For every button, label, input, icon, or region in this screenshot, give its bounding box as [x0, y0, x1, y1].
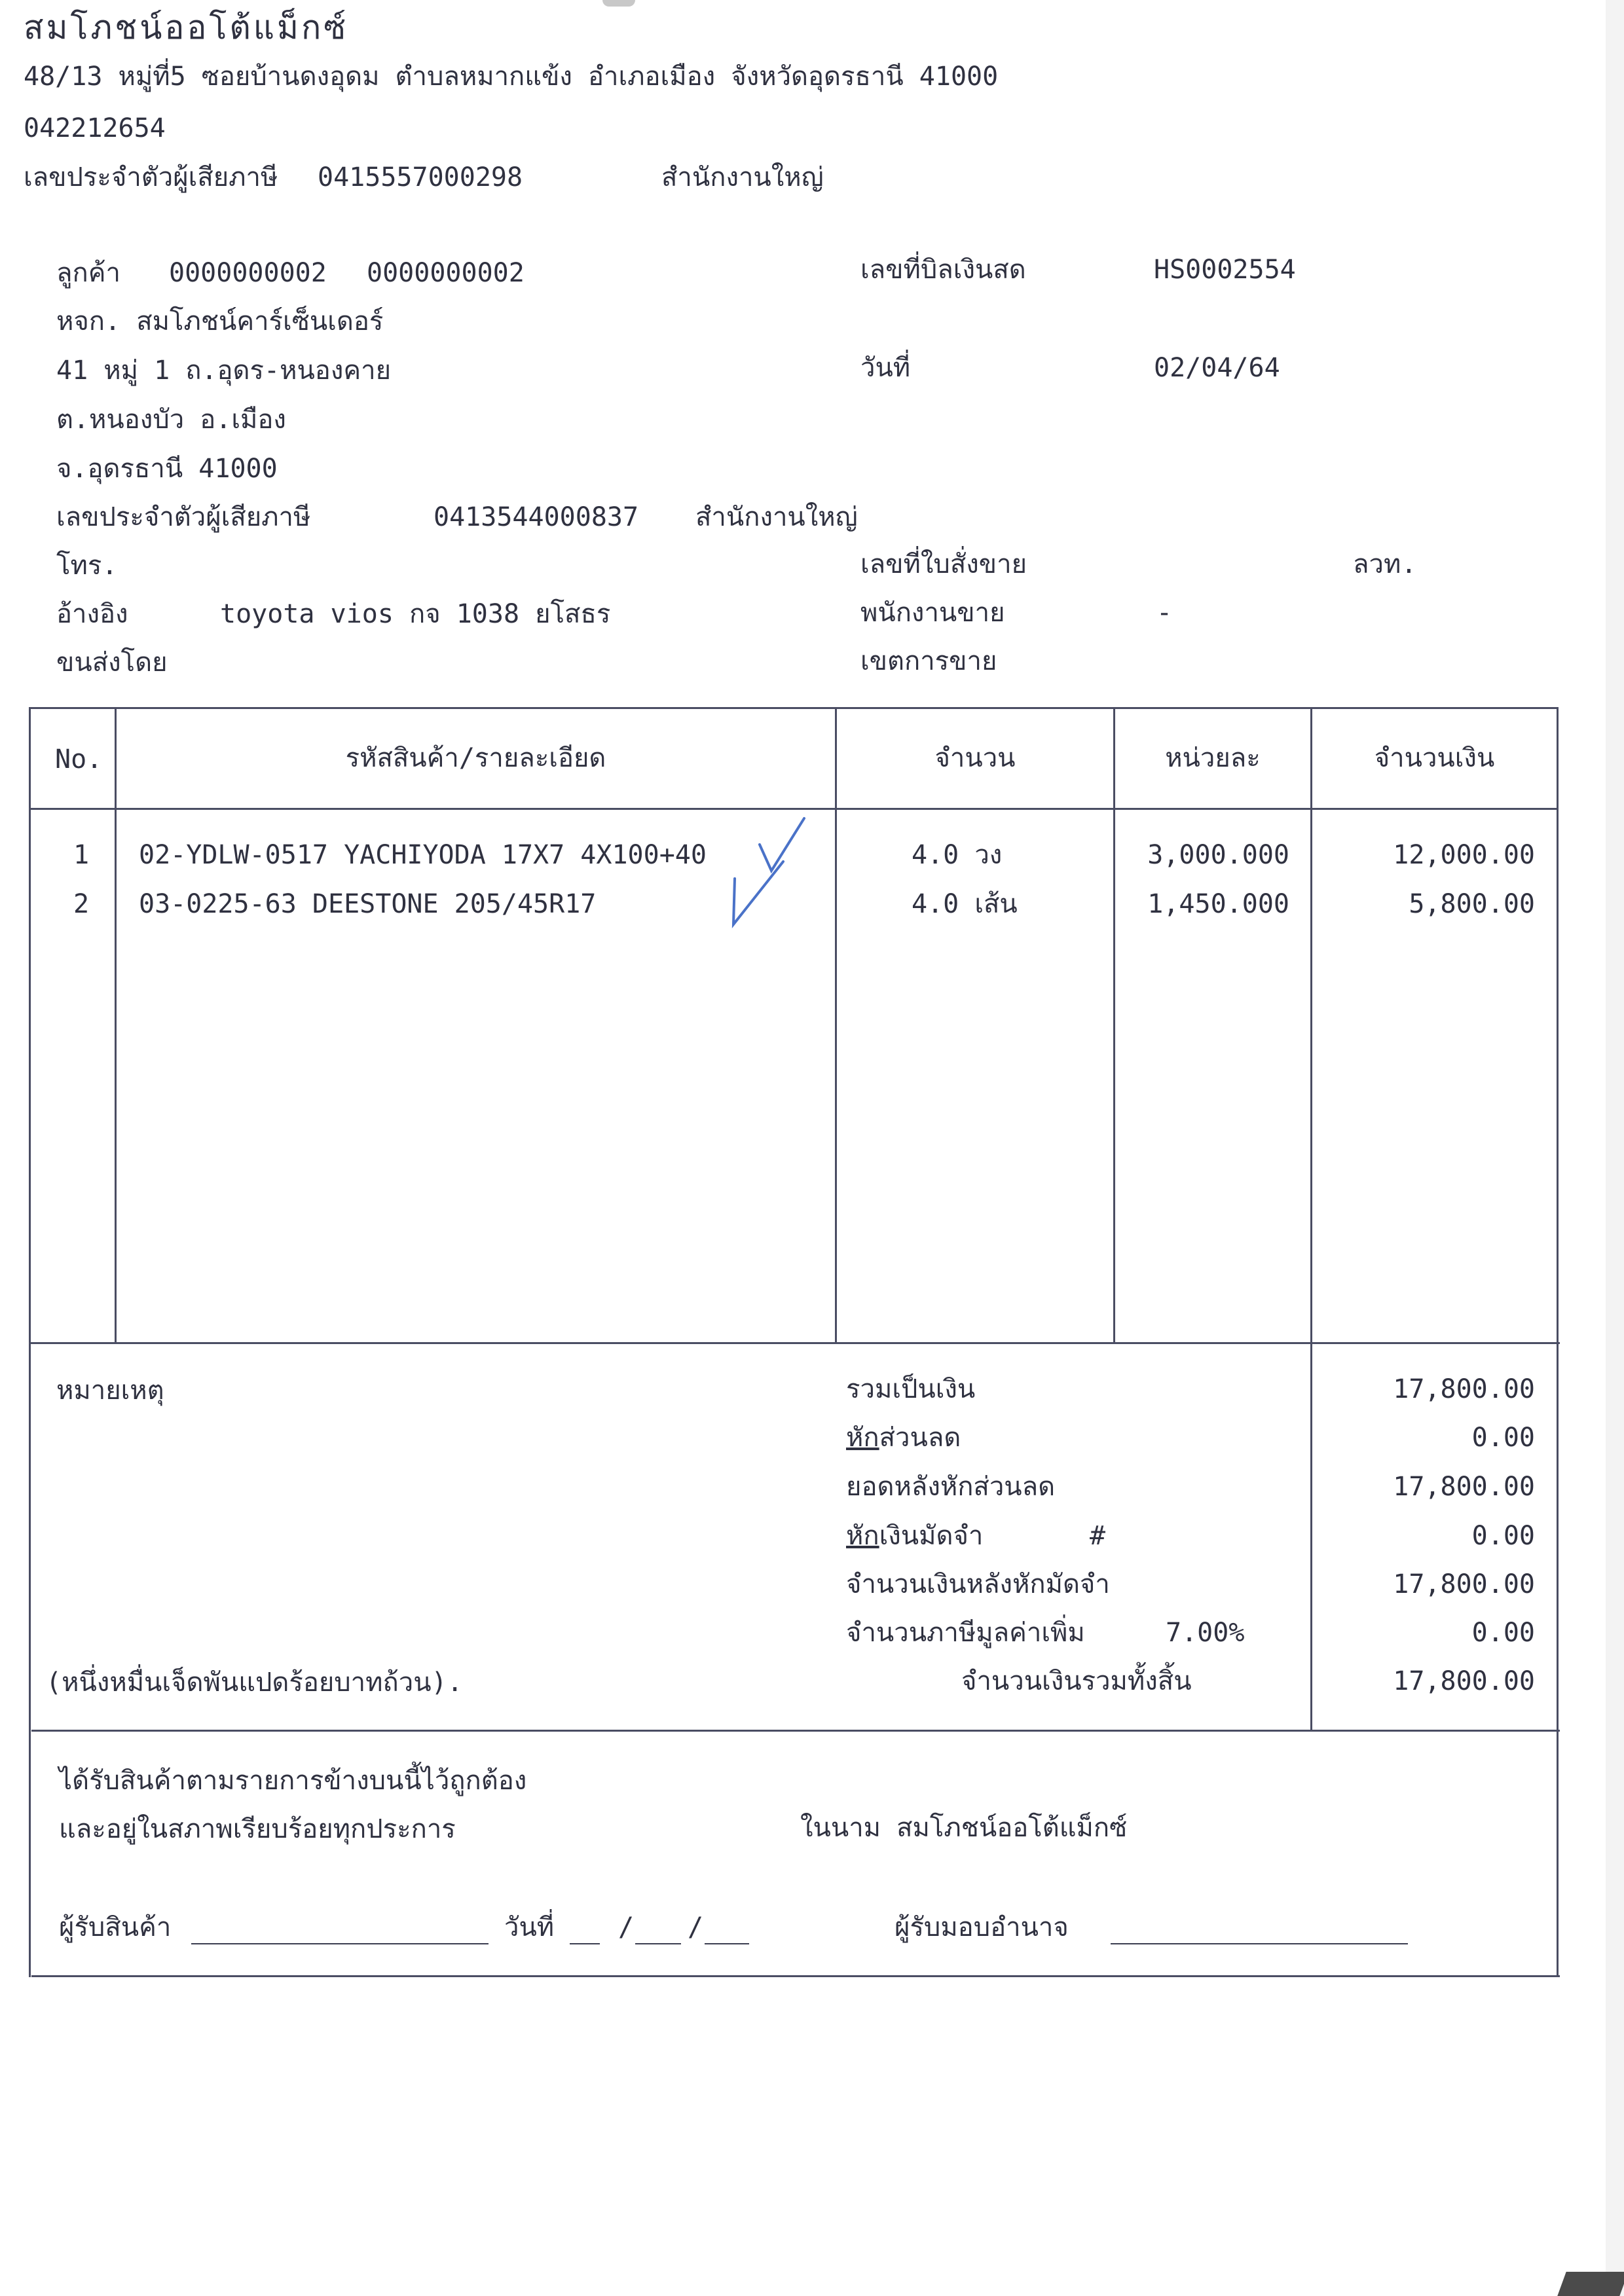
- after-deposit-label: จำนวนเงินหลังหักมัดจำ: [846, 1569, 1110, 1599]
- col-header-amount: จำนวนเงิน: [1374, 743, 1495, 773]
- seller-tax-label: เลขประจำตัวผู้เสียภาษี: [24, 162, 278, 192]
- col-header-no: No.: [55, 744, 103, 774]
- customer-name: หจก. สมโภชน์คาร์เซ็นเดอร์: [56, 306, 384, 337]
- on-behalf-of: ในนาม สมโภชน์ออโต้แม็กซ์: [800, 1813, 1128, 1843]
- grand-total-label: จำนวนเงินรวมทั้งสิ้น: [961, 1666, 1192, 1696]
- after-discount-label: ยอดหลังหักส่วนลด: [846, 1472, 1056, 1502]
- row-2-description: 03-0225-63 DEESTONE 205/45R17: [139, 889, 597, 919]
- salesperson-label: พนักงานขาย: [860, 598, 1005, 628]
- customer-tax-label: เลขประจำตัวผู้เสียภาษี: [56, 502, 311, 532]
- shipping-label: ขนส่งโดย: [56, 647, 168, 678]
- discount-label: [846, 1422, 961, 1453]
- row-2-quantity: 4.0 เส้น: [912, 889, 1018, 919]
- col-header-quantity: จำนวน: [934, 743, 1016, 773]
- customer-address-2: ต.หนองบัว อ.เมือง: [56, 405, 286, 435]
- authorized-label: ผู้รับมอบอำนาจ: [895, 1912, 1069, 1942]
- sales-order-label: เลขที่ใบสั่งขาย: [860, 549, 1027, 579]
- col-divider-no: [115, 707, 117, 1343]
- customer-address-3: จ.อุดรธานี 41000: [56, 454, 278, 484]
- outer-left-border: [29, 707, 31, 1977]
- deposit-label: [846, 1520, 983, 1552]
- seller-name: สมโภชน์ออโต้แม็กซ์: [24, 9, 349, 46]
- deposit-mark: #: [1090, 1521, 1106, 1551]
- vat-rate: 7.00%: [1166, 1618, 1245, 1648]
- seller-branch: สำนักงานใหญ่: [661, 162, 824, 192]
- col-header-description: รหัสสินค้า/รายละเอียด: [345, 743, 606, 773]
- outer-right-border: [1557, 707, 1559, 1977]
- receive-date-year-line: [705, 1943, 749, 1944]
- sales-order-value: ลวท.: [1353, 549, 1417, 579]
- after-discount-value: 17,800.00: [1393, 1472, 1535, 1502]
- footer-bottom-border: [31, 1975, 1560, 1977]
- receive-date-month-line: [635, 1943, 681, 1944]
- customer-phone-label: โทร.: [56, 551, 118, 581]
- vat-value: 0.00: [1471, 1618, 1535, 1648]
- deposit-value: 0.00: [1471, 1521, 1535, 1551]
- receiver-label: ผู้รับสินค้า: [59, 1912, 172, 1942]
- reference-value: toyota vios กจ 1038 ยโสธร: [220, 599, 611, 629]
- deposit-prefix: หัก: [846, 1521, 879, 1551]
- after-deposit-value: 17,800.00: [1393, 1569, 1535, 1599]
- date-value: 02/04/64: [1154, 353, 1280, 383]
- sales-area-label: เขตการขาย: [860, 646, 997, 676]
- amount-in-words: (หนึ่งหมื่นเจ็ดพันแปดร้อยบาทถ้วน).: [46, 1667, 463, 1698]
- grand-total-value: 17,800.00: [1393, 1666, 1535, 1696]
- subtotal-value: 17,800.00: [1393, 1374, 1535, 1404]
- bill-number: HS0002554: [1154, 255, 1296, 285]
- col-divider-qty: [1113, 707, 1115, 1343]
- salesperson-value: -: [1156, 598, 1173, 628]
- scan-edge-shadow: [1606, 0, 1624, 2296]
- discount-value: 0.00: [1471, 1423, 1535, 1453]
- scan-corner-shadow: [1557, 2272, 1624, 2296]
- row-2-no: 2: [73, 889, 90, 919]
- customer-address-1: 41 หมู่ 1 ถ.อุดร-หนองคาย: [56, 355, 392, 386]
- row-1-unit-price: 3,000.000: [1147, 840, 1289, 870]
- customer-code-2: 0000000002: [367, 258, 525, 288]
- row-1-no: 1: [73, 840, 90, 870]
- seller-tax-id: 0415557000298: [318, 162, 523, 192]
- date-label: วันที่: [860, 353, 911, 383]
- receive-date-label: วันที่: [504, 1912, 555, 1942]
- reference-label: อ้างอิง: [56, 599, 128, 629]
- customer-branch: สำนักงานใหญ่: [695, 502, 858, 532]
- date-slash-1-icon: /: [618, 1912, 635, 1942]
- row-2-amount: 5,800.00: [1409, 889, 1535, 919]
- discount-prefix: หัก: [846, 1423, 879, 1453]
- summary-bottom-border: [31, 1730, 1560, 1732]
- date-slash-2-icon: /: [688, 1912, 704, 1942]
- customer-label: ลูกค้า: [56, 258, 120, 288]
- scan-mark: [602, 0, 635, 7]
- received-statement-2: และอยู่ในสภาพเรียบร้อยทุกประการ: [59, 1814, 456, 1844]
- deposit-label-text: เงินมัดจำ: [879, 1521, 984, 1551]
- col-header-unit-price: หน่วยละ: [1165, 743, 1261, 773]
- bill-number-label: เลขที่บิลเงินสด: [860, 255, 1026, 285]
- subtotal-label: รวมเป็นเงิน: [846, 1374, 976, 1404]
- customer-tax-id: 0413544000837: [434, 502, 639, 532]
- discount-label-text: ส่วนลด: [879, 1423, 961, 1453]
- row-1-quantity: 4.0 วง: [912, 840, 1003, 870]
- table-top-border: [29, 707, 1559, 709]
- seller-phone: 042212654: [24, 113, 166, 143]
- checkmark-icon: [720, 805, 819, 936]
- seller-address: 48/13 หมู่ที่5 ซอยบ้านดงอุดม ตำบลหมากแข้ง อำเภอเมือง จังหวัดอุดรธานี 41000: [24, 62, 999, 92]
- authorized-signature-line: [1111, 1943, 1408, 1944]
- receiver-signature-line: [191, 1943, 489, 1944]
- table-bottom-border: [30, 1342, 1560, 1344]
- received-statement-1: ได้รับสินค้าตามรายการข้างบนนี้ไว้ถูกต้อง: [59, 1766, 527, 1796]
- row-1-description: 02-YDLW-0517 YACHIYODA 17X7 4X100+40: [139, 840, 707, 870]
- remark-label: หมายเหตุ: [56, 1376, 164, 1406]
- receive-date-day-line: [570, 1943, 600, 1944]
- row-1-amount: 12,000.00: [1393, 840, 1535, 870]
- vat-label: จำนวนภาษีมูลค่าเพิ่ม: [846, 1618, 1085, 1648]
- customer-code-1: 0000000002: [169, 258, 327, 288]
- row-2-unit-price: 1,450.000: [1147, 889, 1289, 919]
- col-divider-desc: [835, 707, 837, 1343]
